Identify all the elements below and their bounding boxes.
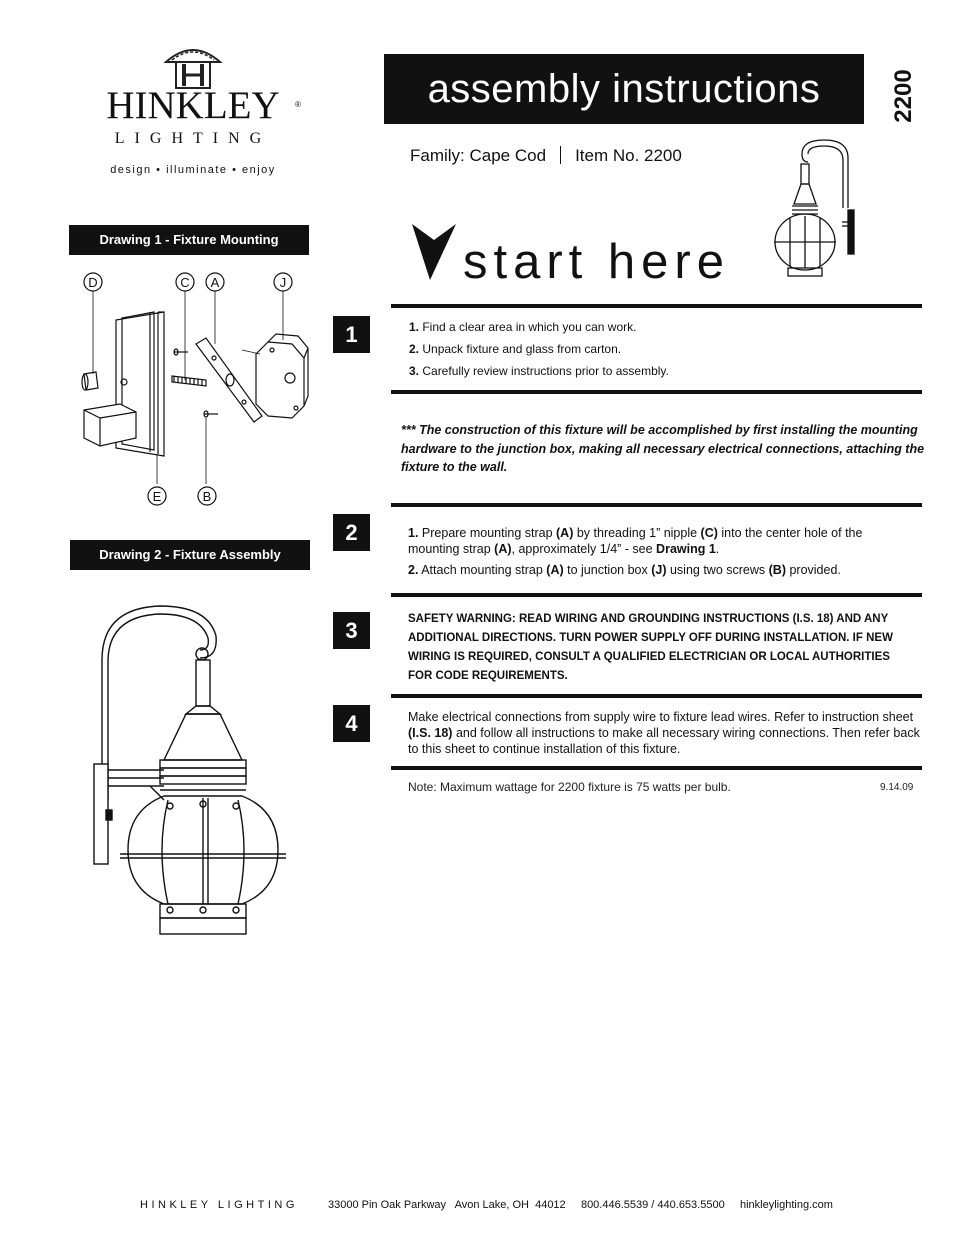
construction-note: *** The construction of this fixture will be accomplished by first installing the mounting hardware to the junction box, making all necessary electrical connections, attaching the fixture to the wall.: [401, 423, 925, 474]
registered-mark: ®: [295, 100, 301, 109]
safety-warning: SAFETY WARNING: READ WIRING AND GROUNDING INSTRUCTIONS (I.S. 18) AND ANY ADDITIONAL DIRECTIONS. TURN POWER SUPPLY OFF DURING INSTALLATION. IF NEW WIRING IS REQUIRED, CONSULT A QUALIFIED ELECTRICIAN OR LOCAL AUTHORITIES FOR CODE REQUIREMENTS.: [408, 613, 893, 682]
callout-a: A: [210, 275, 220, 290]
item-number-vertical: [870, 66, 930, 126]
rule-step1-bottom: [391, 390, 922, 394]
step-4-text: Make electrical connections from supply wire to fixture lead wires. Refer to instruction sheet (I.S. 18) and follow all instructions to make all necessary wiring connections. Then refer back to this sheet to continue installation of this fixture.: [408, 710, 920, 756]
callout-c: C: [180, 275, 190, 290]
hinkley-logo-icon: [160, 42, 226, 90]
callout-j: J: [279, 275, 287, 290]
step-3-badge: 3: [333, 612, 370, 649]
list-item: 2. Unpack fixture and glass from carton.: [409, 342, 622, 356]
footer-address: 33000 Pin Oak Parkway Avon Lake, OH 44012 800.446.5539 / 440.653.5500 hinkleylighting.com: [328, 1199, 833, 1211]
rule-step3-top: [391, 593, 922, 597]
brand-sub: LIGHTING: [114, 130, 272, 147]
item-number: Item No. 2200: [575, 146, 682, 165]
list-item: 1. Find a clear area in which you can work.: [409, 320, 637, 334]
step-2-badge: 2: [333, 514, 370, 551]
rule-step2-top: [391, 503, 922, 507]
start-arrow-icon: [410, 222, 458, 282]
max-wattage-note: Note: Maximum wattage for 2200 fixture is 75 watts per bulb.: [408, 780, 731, 794]
step-1-list: [409, 316, 669, 382]
item-number-vertical-text: 2200: [890, 69, 917, 123]
step-1-badge: 1: [333, 316, 370, 353]
rule-step4-top: [391, 694, 922, 698]
drawing-2-label: Drawing 2 - Fixture Assembly: [70, 540, 310, 570]
start-here-heading: start here: [463, 235, 730, 289]
fixture-thumbnail-icon: [772, 138, 864, 288]
callout-d: D: [88, 275, 98, 290]
callout-b: B: [202, 489, 212, 504]
brand-name: HINKLEY: [106, 84, 280, 127]
callout-e: E: [152, 489, 162, 504]
fixture-assembly-diagram: [90, 600, 300, 940]
footer-brand: HINKLEY LIGHTING: [140, 1199, 298, 1211]
divider: [560, 146, 561, 164]
brand-tagline: design • illuminate • enjoy: [110, 164, 276, 176]
step-4-badge: 4: [333, 705, 370, 742]
page-title: assembly instructions: [384, 54, 864, 124]
rule-step4-bottom: [391, 766, 922, 770]
family-line: [410, 146, 682, 166]
drawing-1-label: Drawing 1 - Fixture Mounting: [69, 225, 309, 255]
fixture-mounting-diagram: [70, 268, 330, 516]
list-item: 3. Carefully review instructions prior to assembly.: [409, 364, 669, 378]
family-name: Family: Cape Cod: [410, 146, 547, 165]
revision-date: 9.14.09: [880, 782, 914, 793]
step-2-item-2: 2. Attach mounting strap (A) to junction box (J) using two screws (B) provided.: [408, 563, 841, 577]
step-2-item-1: 1. Prepare mounting strap (A) by threading 1” nipple (C) into the center hole of the mounting strap (A), approximately 1/4” - see Drawing 1.: [408, 526, 863, 556]
rule-step1-top: [391, 304, 922, 308]
